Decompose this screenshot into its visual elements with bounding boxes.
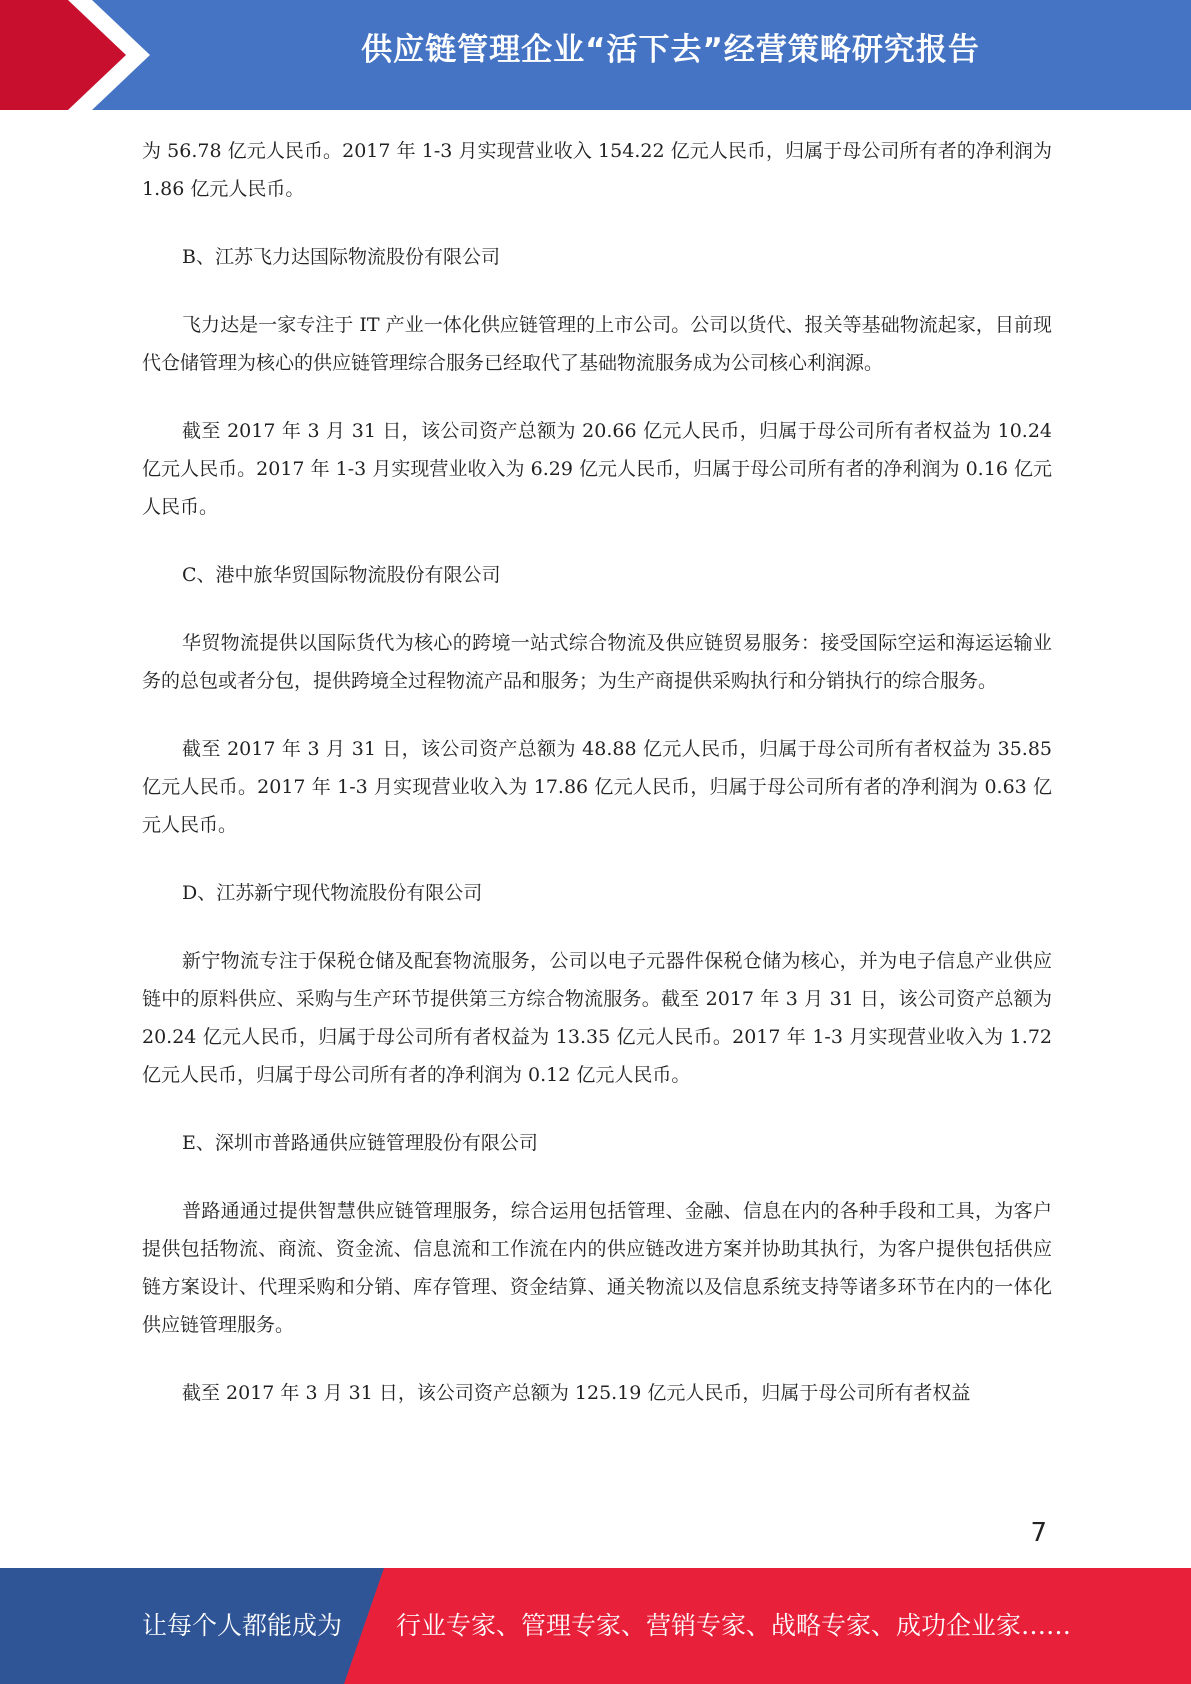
header-arrow-decoration bbox=[0, 0, 150, 110]
paragraph: 普路通通过提供智慧供应链管理服务，综合运用包括管理、金融、信息在内的各种手段和工具，为客户提供包括物流、商流、资金流、信息流和工作流在内的供应链改进方案并协助其执行，为客户提供包括供应链方案设计、代理采购和分销、库存管理、资金结算、通关物流以及信息系统支持等诸多环节在内的一体化供应链管理服务。 bbox=[142, 1200, 1052, 1336]
paragraph: 新宁物流专注于保税仓储及配套物流服务，公司以电子元器件保税仓储为核心，并为电子信息产业供应链中的原料供应、采购与生产环节提供第三方综合物流服务。截至 2017 年 3 月 31 日，该公司资产总额为 20.24 亿元人民币，归属于母公司所有者权益为 13.35 亿元人民币。2017 年 1-3 月实现营业收入为 1.72 亿元人民币，归属于母公司所有者的净利润为 0.12 亿元人民币。 bbox=[142, 950, 1052, 1086]
paragraph: 为 56.78 亿元人民币。2017 年 1-3 月实现营业收入 154.22 亿元人民币，归属于母公司所有者的净利润为 1.86 亿元人民币。 bbox=[142, 140, 1052, 200]
section-heading: B、江苏飞力达国际物流股份有限公司 bbox=[182, 246, 500, 268]
paragraph: 截至 2017 年 3 月 31 日，该公司资产总额为 125.19 亿元人民币，归属于母公司所有者权益 bbox=[182, 1382, 971, 1404]
footer-slogan-left: 让每个人都能成为 bbox=[142, 1611, 343, 1640]
footer-slogan-right: 行业专家、管理专家、营销专家、战略专家、成功企业家…… bbox=[396, 1611, 1072, 1640]
paragraph: 飞力达是一家专注于 IT 产业一体化供应链管理的上市公司。公司以货代、报关等基础物流起家，目前现代仓储管理为核心的供应链管理综合服务已经取代了基础物流服务成为公司核心利润源。 bbox=[142, 314, 1052, 374]
paragraph: 截至 2017 年 3 月 31 日，该公司资产总额为 48.88 亿元人民币，归属于母公司所有者权益为 35.85 亿元人民币。2017 年 1-3 月实现营业收入为 17.86 亿元人民币，归属于母公司所有者的净利润为 0.63 亿元人民币。 bbox=[142, 738, 1052, 836]
paragraph: 华贸物流提供以国际货代为核心的跨境一站式综合物流及供应链贸易服务：接受国际空运和海运运输业务的总包或者分包，提供跨境全过程物流产品和服务；为生产商提供采购执行和分销执行的综合服务。 bbox=[142, 632, 1052, 692]
footer-banner bbox=[0, 1568, 1191, 1684]
paragraph: 截至 2017 年 3 月 31 日，该公司资产总额为 20.66 亿元人民币，归属于母公司所有者权益为 10.24 亿元人民币。2017 年 1-3 月实现营业收入为 6.29 亿元人民币，归属于母公司所有者的净利润为 0.16 亿元人民币。 bbox=[142, 420, 1052, 518]
section-heading: D、江苏新宁现代物流股份有限公司 bbox=[182, 882, 483, 904]
section-heading: E、深圳市普路通供应链管理股份有限公司 bbox=[182, 1132, 538, 1154]
section-heading: C、港中旅华贸国际物流股份有限公司 bbox=[182, 564, 501, 586]
header-banner bbox=[0, 0, 1191, 110]
page-number: 7 bbox=[1030, 1518, 1047, 1548]
document-body bbox=[142, 132, 1052, 1442]
document-title: 供应链管理企业“活下去”经营策略研究报告 bbox=[361, 32, 980, 68]
